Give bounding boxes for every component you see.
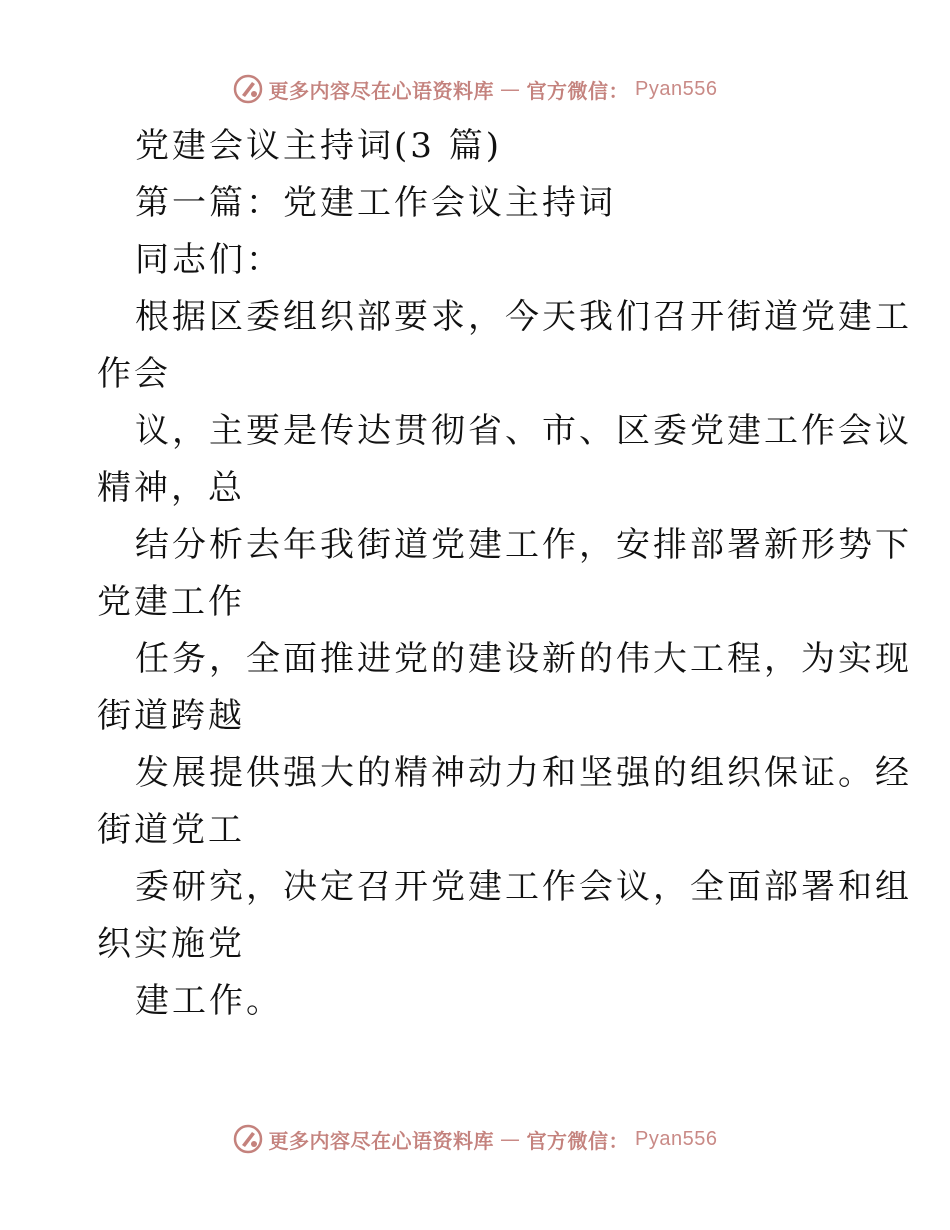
paragraph-line: 党建工作 [97,582,245,622]
paragraph-line: 街道党工 [97,810,245,850]
paragraph-line: 委研究，决定召开党建工作会议，全面部署和组 [135,867,912,907]
footer-watermark [0,1124,950,1154]
watermark-text: 更多内容尽在心语资料库 [268,1128,495,1153]
paragraph-line: 织实施党 [97,924,245,964]
document-body [97,118,912,1030]
watermark-label: 官方微信： [526,78,630,103]
watermark-account: Pyan556 [635,77,718,100]
watermark-account: Pyan556 [635,1127,718,1150]
pen-logo-icon [233,74,263,104]
watermark-label: 官方微信： [526,1128,630,1153]
paragraph-line: 作会 [97,354,171,394]
document-title: 党建会议主持词(3 篇) [135,126,502,166]
paragraph-line: 建工作。 [135,981,283,1021]
header-watermark [0,74,950,104]
watermark-text: 更多内容尽在心语资料库 [268,78,495,103]
watermark-separator: — [500,77,521,101]
paragraph-line: 根据区委组织部要求，今天我们召开街道党建工 [135,297,912,337]
section-heading: 第一篇：党建工作会议主持词 [135,183,616,223]
paragraph-line: 结分析去年我街道党建工作，安排部署新形势下 [135,525,912,565]
salutation: 同志们： [135,240,283,280]
paragraph-line: 发展提供强大的精神动力和坚强的组织保证。经 [135,753,912,793]
paragraph-line: 精神，总 [97,468,245,508]
pen-logo-icon [233,1124,263,1154]
paragraph-line: 任务，全面推进党的建设新的伟大工程，为实现 [135,639,912,679]
paragraph-line: 街道跨越 [97,696,245,736]
paragraph-line: 议，主要是传达贯彻省、市、区委党建工作会议 [135,411,912,451]
watermark-separator: — [500,1127,521,1151]
